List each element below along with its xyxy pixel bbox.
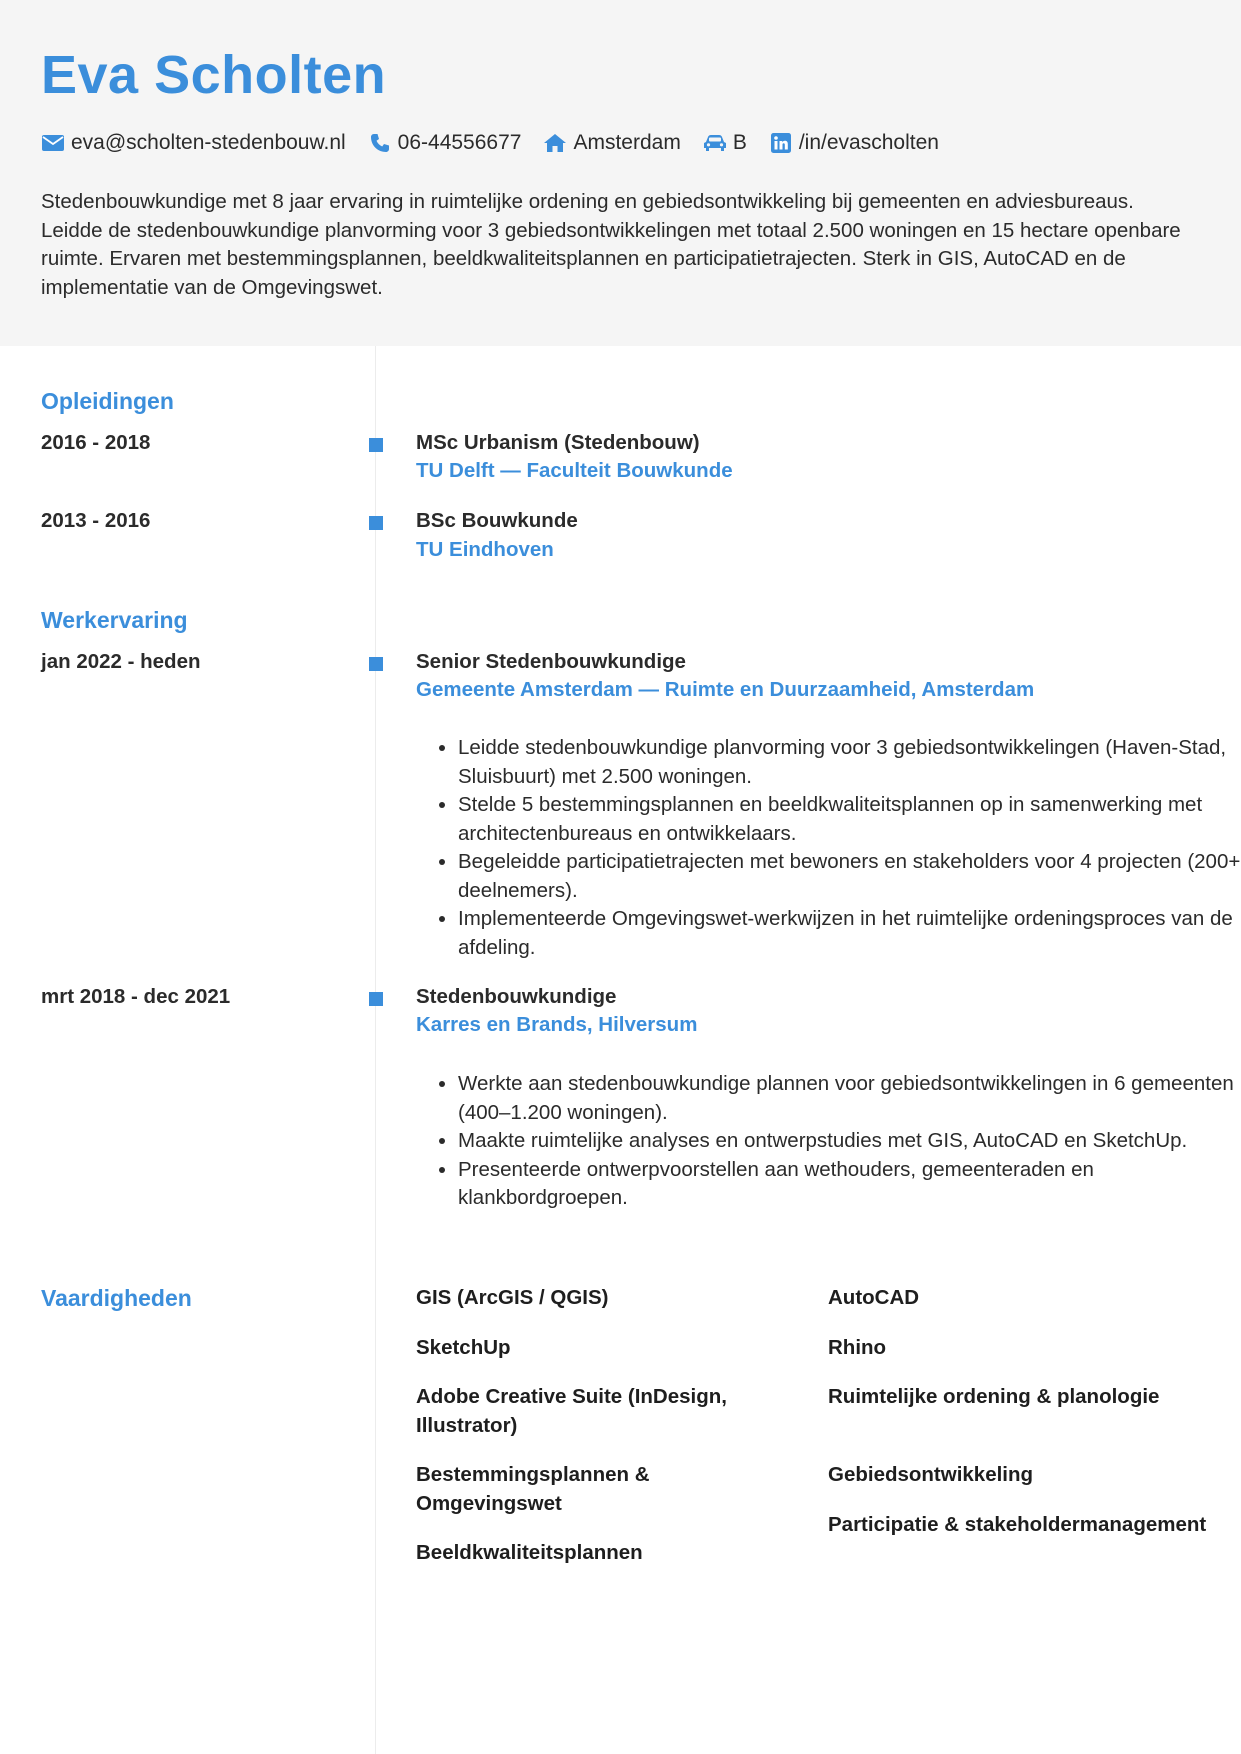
contact-license xyxy=(703,131,747,155)
contact-email-text: eva@scholten-stedenbouw.nl xyxy=(71,131,346,154)
experience-bullets xyxy=(416,1070,1241,1213)
education-institution: TU Eindhoven xyxy=(416,538,554,561)
skill-item: Ruimtelijke ordening & planologie xyxy=(828,1385,1160,1408)
skill-item: Beeldkwaliteitsplannen xyxy=(416,1541,643,1564)
timeline-marker xyxy=(369,516,383,530)
contact-linkedin[interactable] xyxy=(769,131,939,155)
list-item: • Werkte aan stedenbouwkundige plannen voor gebiedsontwikkelingen in 6 gemeenten (400–1.200 woningen). xyxy=(458,1070,1241,1127)
list-item: • Implementeerde Omgevingswet-werkwijzen in het ruimtelijke ordeningsproces van de afdeling. xyxy=(458,905,1241,962)
education-degree: MSc Urbanism (Stedenbouw) xyxy=(416,431,700,454)
contact-email[interactable] xyxy=(41,131,346,155)
contact-phone[interactable] xyxy=(368,131,522,155)
experience-role: Stedenbouwkundige xyxy=(416,985,617,1008)
linkedin-icon xyxy=(769,132,793,154)
experience-role: Senior Stedenbouwkundige xyxy=(416,650,686,673)
list-item: • Stelde 5 bestemmingsplannen en beeldkwaliteitsplannen op in samenwerking met architectenbureaus en ontwikkelaars. xyxy=(458,791,1241,848)
home-icon xyxy=(543,132,567,154)
contact-linkedin-text: /in/evascholten xyxy=(798,131,939,154)
experience-date: mrt 2018 - dec 2021 xyxy=(41,985,231,1008)
skill-item: GIS (ArcGIS / QGIS) xyxy=(416,1286,609,1309)
experience-employer: Karres en Brands, Hilversum xyxy=(416,1013,698,1036)
profile-summary: Stedenbouwkundige met 8 jaar ervaring in ruimtelijke ordening en gebiedsontwikkeling bij gemeenten en adviesbureaus. Leidde de stedenbouwkundige planvorming voor 3 gebiedsontwikkelingen met totaal 2.500 woningen en 15 hectare openbare ruimte. Ervaren met bestemmingsplannen, beeldkwaliteitsplannen en participatietrajecten. Sterk in GIS, AutoCAD en de implementatie van de Omgevingswet. xyxy=(41,190,1181,299)
experience-bullets xyxy=(416,734,1241,962)
contact-license-text: B xyxy=(732,131,747,154)
experience-employer: Gemeente Amsterdam — Ruimte en Duurzaamheid, Amsterdam xyxy=(416,678,1035,701)
education-institution: TU Delft — Faculteit Bouwkunde xyxy=(416,459,733,482)
contact-location-text: Amsterdam xyxy=(573,131,681,154)
education-date: 2013 - 2016 xyxy=(41,509,151,532)
list-item: • Begeleidde participatietrajecten met bewoners en stakeholders voor 4 projecten (200+ deelnemers). xyxy=(458,848,1241,905)
list-item: • Leidde stedenbouwkundige planvorming voor 3 gebiedsontwikkelingen (Haven-Stad, Sluisbuurt) met 2.500 woningen. xyxy=(458,734,1241,791)
skill-item: AutoCAD xyxy=(828,1286,920,1309)
education-heading: Opleidingen xyxy=(41,388,174,414)
list-item: • Presenteerde ontwerpvoorstellen aan wethouders, gemeenteraden en klankbordgroepen. xyxy=(458,1156,1241,1213)
skill-item: Gebiedsontwikkeling xyxy=(828,1463,1034,1486)
experience-heading: Werkervaring xyxy=(41,607,188,633)
skill-item: Participatie & stakeholdermanagement xyxy=(828,1513,1207,1536)
phone-icon xyxy=(368,132,392,154)
skills-heading: Vaardigheden xyxy=(41,1285,192,1311)
timeline-marker xyxy=(369,657,383,671)
contact-phone-text: 06-44556677 xyxy=(397,131,522,154)
candidate-name: Eva Scholten xyxy=(41,45,387,105)
skill-item: Bestemmingsplannen & Omgevingswet xyxy=(416,1463,650,1515)
header xyxy=(0,0,1241,346)
envelope-icon xyxy=(41,132,65,154)
contact-bar xyxy=(41,128,961,158)
timeline-marker xyxy=(369,992,383,1006)
skill-item: Adobe Creative Suite (InDesign, Illustrator) xyxy=(416,1385,727,1437)
education-date: 2016 - 2018 xyxy=(41,431,151,454)
experience-date: jan 2022 - heden xyxy=(41,650,201,673)
education-degree: BSc Bouwkunde xyxy=(416,509,578,532)
contact-location xyxy=(543,131,680,155)
timeline-divider xyxy=(375,346,376,1754)
list-item: • Maakte ruimtelijke analyses en ontwerpstudies met GIS, AutoCAD en SketchUp. xyxy=(458,1127,1241,1156)
skill-item: SketchUp xyxy=(416,1336,511,1359)
timeline-marker xyxy=(369,438,383,452)
skill-item: Rhino xyxy=(828,1336,887,1359)
car-icon xyxy=(703,132,727,154)
